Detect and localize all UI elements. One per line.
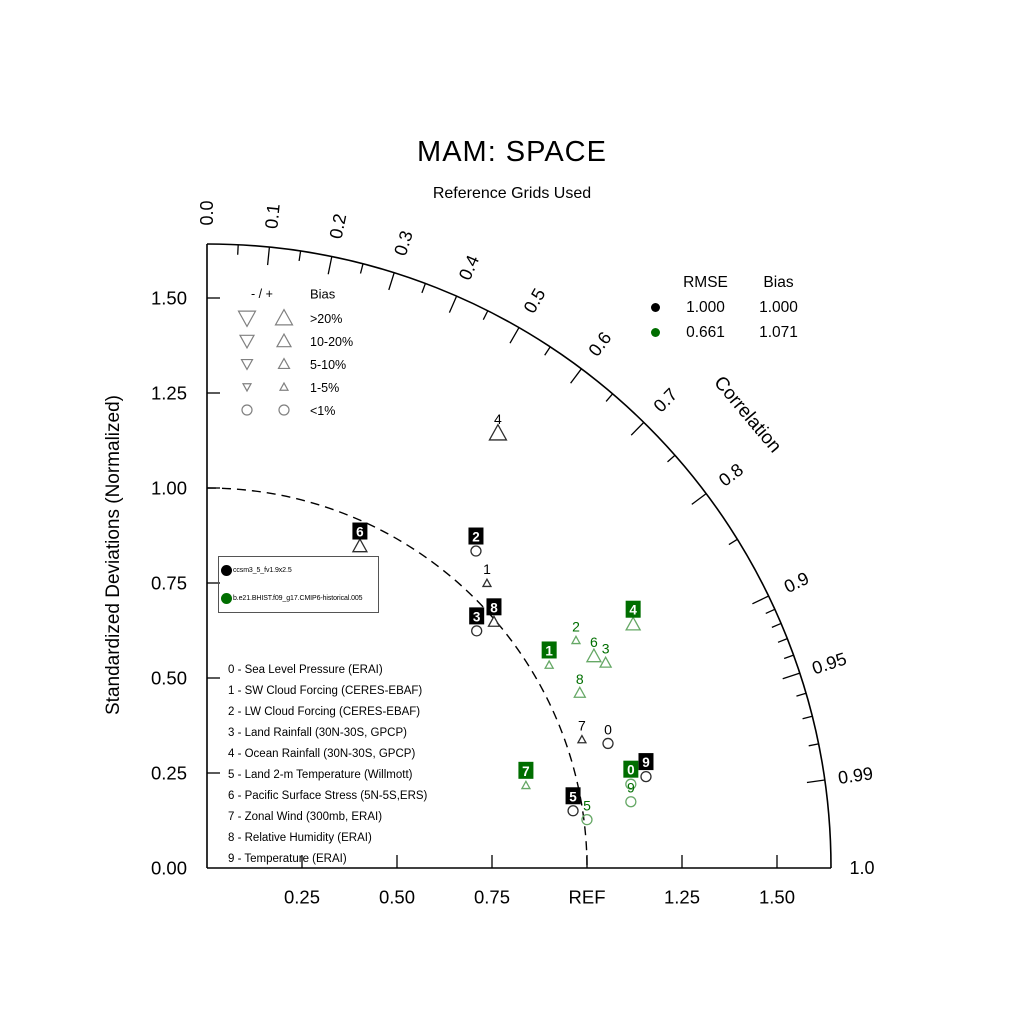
case1-dot-icon	[221, 565, 232, 576]
page-title: MAM: SPACE	[417, 136, 607, 168]
point-label: 5	[583, 797, 591, 814]
correlation-tick	[803, 716, 813, 718]
correlation-tick	[483, 311, 488, 320]
point-label: 6	[356, 524, 364, 540]
correlation-tick	[449, 296, 456, 312]
point-label: 3	[601, 640, 610, 657]
correlation-tick	[772, 623, 781, 627]
case1-bias-value: 1.000	[759, 298, 798, 316]
point-label: 3	[472, 609, 481, 625]
rmse-bias-legend	[643, 270, 815, 345]
correlation-tick	[299, 251, 301, 261]
point-marker-circle	[568, 806, 578, 816]
model-legend-row-case1	[219, 564, 378, 578]
correlation-tick	[668, 455, 676, 462]
bias-legend-triangle-down-icon	[240, 335, 254, 348]
rmse-legend-row-case2	[643, 320, 815, 345]
point-label: 0	[604, 721, 612, 738]
corr-tick-label: 0.6	[584, 327, 616, 361]
correlation-axis-title: Correlation	[709, 372, 786, 458]
correlation-tick	[631, 422, 644, 435]
correlation-tick	[729, 539, 738, 544]
rmse-legend-row-case1	[643, 295, 815, 320]
model-legend-row-case2	[219, 591, 378, 605]
point-marker-triangle-up	[353, 539, 367, 552]
y-tick-label: 1.50	[150, 287, 187, 309]
point-marker-triangle-up	[574, 687, 585, 697]
variable-list-item: 5 - Land 2-m Temperature (Willmott)	[228, 769, 413, 781]
y-tick-label: 1.00	[150, 477, 187, 499]
point-label: 4	[629, 602, 637, 618]
point-label: 1	[545, 643, 553, 659]
case2-dot-icon	[651, 328, 660, 337]
correlation-tick	[422, 283, 426, 292]
correlation-tick	[796, 693, 806, 696]
model-legend-box	[218, 556, 379, 613]
case2-rmse-value: 0.661	[686, 323, 725, 341]
bias-legend-triangle-down-icon	[243, 384, 251, 391]
point-marker-circle	[641, 772, 651, 782]
bias-legend-triangle-up-icon	[276, 310, 293, 325]
point-label: 5	[569, 789, 577, 805]
point-label: 6	[590, 634, 598, 651]
point-label: 8	[490, 600, 498, 616]
point-label: 4	[494, 411, 502, 428]
corr-tick-label: 0.5	[519, 284, 550, 317]
x-tick-label: 0.25	[283, 886, 321, 908]
correlation-tick	[545, 347, 551, 355]
corr-tick-label: 0.1	[261, 202, 284, 230]
corr-tick-label: 0.3	[390, 228, 417, 259]
point-marker-triangle-up	[522, 781, 530, 788]
point-label: 9	[642, 755, 650, 771]
corr-tick-label: 0.95	[809, 648, 850, 679]
variable-list-item: 4 - Ocean Rainfall (30N-30S, GPCP)	[228, 748, 416, 760]
correlation-tick	[510, 328, 519, 344]
bias-legend-triangle-up-icon	[280, 383, 288, 390]
bias-legend-triangle-up-icon	[279, 359, 290, 369]
point-marker-triangle-up	[626, 617, 640, 630]
point-marker-circle	[472, 626, 482, 636]
variable-list-item: 3 - Land Rainfall (30N-30S, GPCP)	[228, 727, 407, 739]
x-tick-label: 0.75	[473, 886, 511, 908]
bias-header: Bias	[763, 273, 794, 291]
point-marker-circle	[603, 738, 613, 748]
case1-dot-icon	[651, 303, 660, 312]
bias-legend-row-label: >20%	[310, 312, 343, 326]
point-marker-triangle-up	[545, 661, 553, 668]
point-label: 7	[522, 763, 530, 779]
x-tick-label: 1.50	[758, 886, 796, 908]
rmse-header: RMSE	[683, 273, 728, 291]
bias-legend-circle-icon	[242, 405, 252, 415]
variable-list-item: 0 - Sea Level Pressure (ERAI)	[228, 664, 383, 676]
correlation-tick	[268, 247, 270, 265]
correlation-tick	[807, 780, 825, 783]
correlation-tick	[328, 257, 332, 275]
corr-tick-label: 0.99	[836, 763, 875, 788]
point-marker-triangle-up	[578, 736, 586, 743]
point-label: 2	[472, 529, 480, 545]
corr-tick-label: 0.0	[197, 200, 217, 226]
correlation-tick	[606, 394, 613, 402]
point-marker-triangle-up	[587, 649, 601, 662]
bias-legend-triangle-up-icon	[277, 334, 291, 347]
variable-list-item: 6 - Pacific Surface Stress (5N-5S,ERS)	[228, 790, 428, 802]
point-marker-circle	[626, 797, 636, 807]
corr-tick-label: 1.0	[849, 858, 875, 878]
point-marker-triangle-up	[483, 579, 491, 586]
bias-legend-triangle-down-icon	[239, 311, 256, 326]
point-label: 8	[575, 670, 584, 687]
x-tick-label: 0.50	[378, 886, 416, 908]
point-marker-triangle-up	[572, 636, 580, 643]
y-tick-label: 0.00	[150, 857, 187, 879]
variable-list-item: 2 - LW Cloud Forcing (CERES-EBAF)	[228, 706, 421, 718]
correlation-tick	[361, 264, 364, 274]
y-tick-label: 0.75	[150, 572, 187, 594]
correlation-tick	[809, 744, 819, 746]
bias-legend-row-label: 5-10%	[310, 358, 347, 372]
page-subtitle: Reference Grids Used	[432, 185, 592, 202]
case2-dot-icon	[221, 593, 232, 604]
rmse-legend-header-row	[643, 270, 815, 295]
x-tick-label: 1.25	[663, 886, 701, 908]
point-label: 2	[572, 618, 580, 635]
corr-tick-label: 0.8	[714, 459, 748, 491]
correlation-tick	[766, 609, 775, 613]
correlation-tick	[784, 655, 793, 658]
variable-list-item: 1 - SW Cloud Forcing (CERES-EBAF)	[228, 685, 423, 697]
bias-legend-header: Bias	[310, 286, 336, 302]
point-label: 7	[578, 717, 586, 734]
case1-model-name: ccsm3_5_fv1.9x2.5	[233, 567, 292, 575]
y-axis-title: Standardized Deviations (Normalized)	[103, 395, 124, 715]
corr-tick-label: 0.2	[325, 211, 351, 241]
variable-list-item: 7 - Zonal Wind (300mb, ERAI)	[228, 811, 383, 823]
y-tick-label: 0.50	[150, 667, 187, 689]
bias-legend-row-label: 10-20%	[310, 335, 354, 349]
corr-tick-label: 0.9	[780, 568, 813, 597]
point-label: 0	[627, 762, 635, 778]
corr-tick-label: 0.7	[649, 384, 682, 417]
case2-model-name: b.e21.BHIST.f09_g17.CMIP6-historical.005	[233, 594, 363, 602]
case1-rmse-value: 1.000	[686, 298, 725, 316]
point-marker-circle	[471, 546, 481, 556]
correlation-tick	[783, 673, 800, 679]
bias-legend-row-label: 1-5%	[310, 381, 340, 395]
y-tick-label: 1.25	[150, 382, 187, 404]
variable-list-item: 9 - Temperature (ERAI)	[228, 853, 347, 865]
bias-legend-signs-header: - / +	[251, 287, 273, 301]
bias-legend-triangle-down-icon	[242, 360, 253, 370]
correlation-tick	[389, 273, 394, 290]
x-tick-label: REF	[568, 886, 606, 908]
point-label: 9	[626, 779, 635, 796]
point-marker-triangle-up	[488, 616, 499, 626]
correlation-tick	[778, 639, 787, 643]
variable-list	[228, 660, 427, 870]
case2-bias-value: 1.071	[759, 323, 798, 341]
correlation-tick	[238, 245, 239, 255]
correlation-tick	[692, 494, 706, 505]
correlation-tick	[571, 369, 582, 383]
corr-tick-label: 0.4	[454, 252, 484, 284]
variable-list-item: 8 - Relative Humidity (ERAI)	[228, 832, 372, 844]
bias-legend-row-label: <1%	[310, 404, 336, 418]
bias-legend-circle-icon	[279, 405, 289, 415]
y-tick-label: 0.25	[150, 762, 187, 784]
point-label: 1	[483, 561, 491, 578]
correlation-tick	[752, 596, 768, 604]
